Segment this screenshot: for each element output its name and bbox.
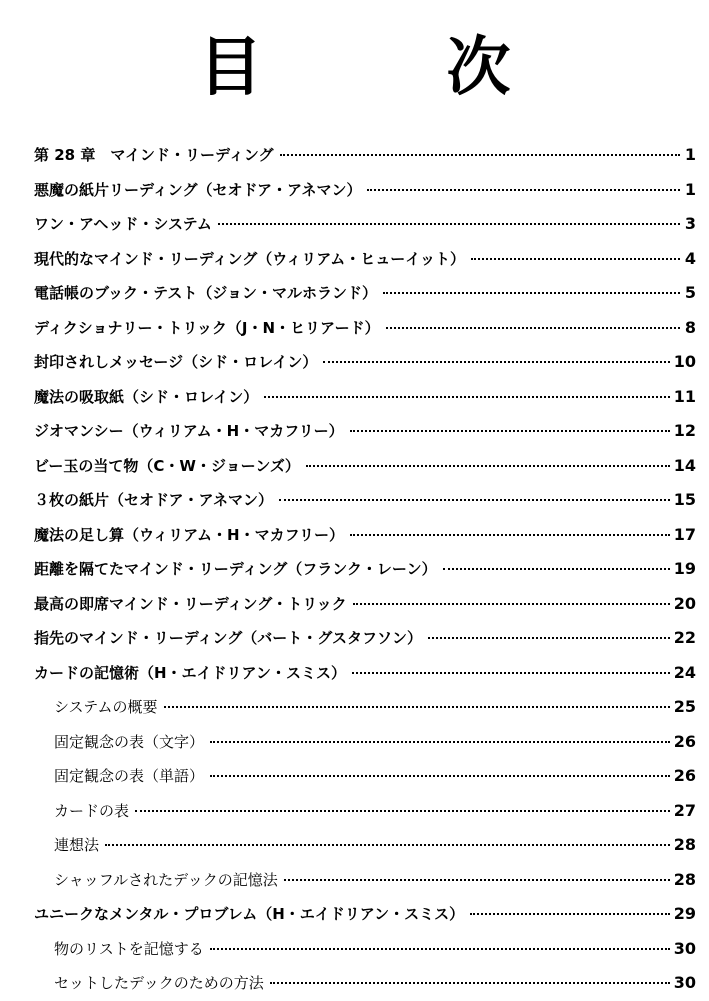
toc-entry xyxy=(34,518,696,553)
toc-page-number: 28 xyxy=(673,869,696,889)
toc-subentry xyxy=(34,828,696,863)
dot-leader xyxy=(135,810,670,812)
toc-subentry xyxy=(34,794,696,829)
toc-entry-label: シャッフルされたデックの記憶法 xyxy=(54,870,278,889)
toc-entry-label: 電話帳のブック・テスト（ジョン・マルホランド） xyxy=(34,284,378,302)
toc-entry-label: ビー玉の当て物（C・W・ジョーンズ） xyxy=(34,456,300,475)
toc-entry xyxy=(34,138,696,173)
toc-entry xyxy=(34,207,696,242)
toc-entry-label: 封印されしメッセージ（シド・ロレイン） xyxy=(34,353,318,371)
dot-leader xyxy=(470,913,670,915)
page-title: 目 次 xyxy=(198,30,571,105)
toc-entry-label: 現代的なマインド・リーディング（ウィリアム・ヒューイット） xyxy=(34,249,465,268)
toc-page-number: 3 xyxy=(684,214,696,233)
toc-entry xyxy=(34,242,696,277)
toc-entry-label: ３枚の紙片（セオドア・アネマン） xyxy=(34,491,273,509)
toc-page-number: 14 xyxy=(673,455,696,475)
toc-page-number: 22 xyxy=(673,628,696,647)
toc-entry-label: 魔法の足し算（ウィリアム・H・マカフリー） xyxy=(34,525,345,544)
dot-leader xyxy=(210,775,670,777)
toc-entry-label: 距離を隔てたマインド・リーディング（フランク・レーン） xyxy=(34,560,437,578)
dot-leader xyxy=(428,637,670,639)
toc-entry xyxy=(34,311,696,346)
dot-leader xyxy=(218,223,680,225)
toc-entry-label: ディクショナリー・トリック（J・N・ヒリアード） xyxy=(34,318,380,337)
toc-entry xyxy=(34,449,696,484)
toc-page-number: 11 xyxy=(673,386,696,406)
toc-page-number: 29 xyxy=(673,904,696,923)
toc-subentry xyxy=(34,863,696,898)
dot-leader xyxy=(164,706,670,708)
toc-page-number: 27 xyxy=(673,800,696,820)
dot-leader xyxy=(280,154,680,156)
toc-entry-label: ワン・アヘッド・システム xyxy=(34,215,212,233)
toc-subentry xyxy=(34,932,696,967)
dot-leader xyxy=(279,499,670,501)
dot-leader xyxy=(443,568,670,570)
toc-subentry xyxy=(34,759,696,794)
toc-entry-label: 悪魔の紙片リーディング（セオドア・アネマン） xyxy=(34,180,362,199)
toc-entry-label: 第 28 章 マインド・リーディング xyxy=(34,146,274,164)
dot-leader xyxy=(471,258,680,260)
dot-leader xyxy=(210,741,670,743)
toc-entry-label: 固定観念の表（単語） xyxy=(54,767,205,785)
dot-leader xyxy=(367,189,680,191)
toc-entry xyxy=(34,552,696,587)
toc-page-number: 5 xyxy=(684,283,696,302)
toc-page-number: 28 xyxy=(673,835,696,854)
toc-page-number: 19 xyxy=(673,559,696,578)
dot-leader xyxy=(350,534,670,536)
toc-entry-label: 魔法の吸取紙（シド・ロレイン） xyxy=(34,387,259,406)
toc-page-number: 1 xyxy=(684,145,696,164)
dot-leader xyxy=(323,361,669,363)
toc-page-number: 30 xyxy=(673,973,696,992)
toc-entry xyxy=(34,345,696,380)
toc-page-number: 8 xyxy=(684,317,696,337)
dot-leader xyxy=(264,396,669,398)
toc-entry-label: 指先のマインド・リーディング（バート・グスタフソン） xyxy=(34,629,423,647)
toc-page-number: 30 xyxy=(673,938,696,958)
toc-subentry xyxy=(34,725,696,760)
toc-entry-label: 連想法 xyxy=(54,836,100,854)
toc-subentry xyxy=(34,966,696,1001)
toc-entry-label: 固定観念の表（文字） xyxy=(54,732,205,751)
dot-leader xyxy=(306,465,670,467)
toc-page-number: 15 xyxy=(673,490,696,509)
toc-entry xyxy=(34,656,696,691)
toc-entry-label: システムの概要 xyxy=(54,698,158,716)
dot-leader xyxy=(353,603,670,605)
toc-page-number: 17 xyxy=(673,524,696,544)
toc-entry-label: セットしたデックのための方法 xyxy=(54,974,264,992)
toc-entry-label: 物のリストを記憶する xyxy=(54,939,204,958)
toc-entry xyxy=(34,173,696,208)
toc-entry xyxy=(34,897,696,932)
toc-entry-label: 最高の即席マインド・リーディング・トリック xyxy=(34,594,347,613)
toc-entry xyxy=(34,276,696,311)
toc-page-number: 10 xyxy=(673,352,696,371)
toc-entry xyxy=(34,414,696,449)
toc-entry-label: カードの記憶術（H・エイドリアン・スミス） xyxy=(34,663,346,682)
toc-page-number: 20 xyxy=(673,593,696,613)
toc-subentry xyxy=(34,690,696,725)
table-of-contents xyxy=(34,138,696,1001)
toc-entry xyxy=(34,483,696,518)
toc-page-number: 4 xyxy=(684,248,696,268)
toc-entry-label: ユニークなメンタル・プロブレム（H・エイドリアン・スミス） xyxy=(34,905,465,923)
dot-leader xyxy=(350,430,670,432)
toc-entry-label: ジオマンシー（ウィリアム・H・マカフリー） xyxy=(34,422,344,440)
dot-leader xyxy=(210,948,670,950)
toc-page-number: 12 xyxy=(673,421,696,440)
toc-page-number: 1 xyxy=(684,179,696,199)
dot-leader xyxy=(386,327,680,329)
toc-page-number: 25 xyxy=(673,697,696,716)
toc-page-number: 24 xyxy=(673,662,696,682)
dot-leader xyxy=(270,982,670,984)
toc-entry xyxy=(34,380,696,415)
toc-entry-label: カードの表 xyxy=(54,801,130,820)
dot-leader xyxy=(352,672,670,674)
dot-leader xyxy=(284,879,670,881)
dot-leader xyxy=(105,844,670,846)
toc-page-number: 26 xyxy=(673,766,696,785)
toc-entry xyxy=(34,587,696,622)
toc-entry xyxy=(34,621,696,656)
toc-page-number: 26 xyxy=(673,731,696,751)
dot-leader xyxy=(383,292,680,294)
